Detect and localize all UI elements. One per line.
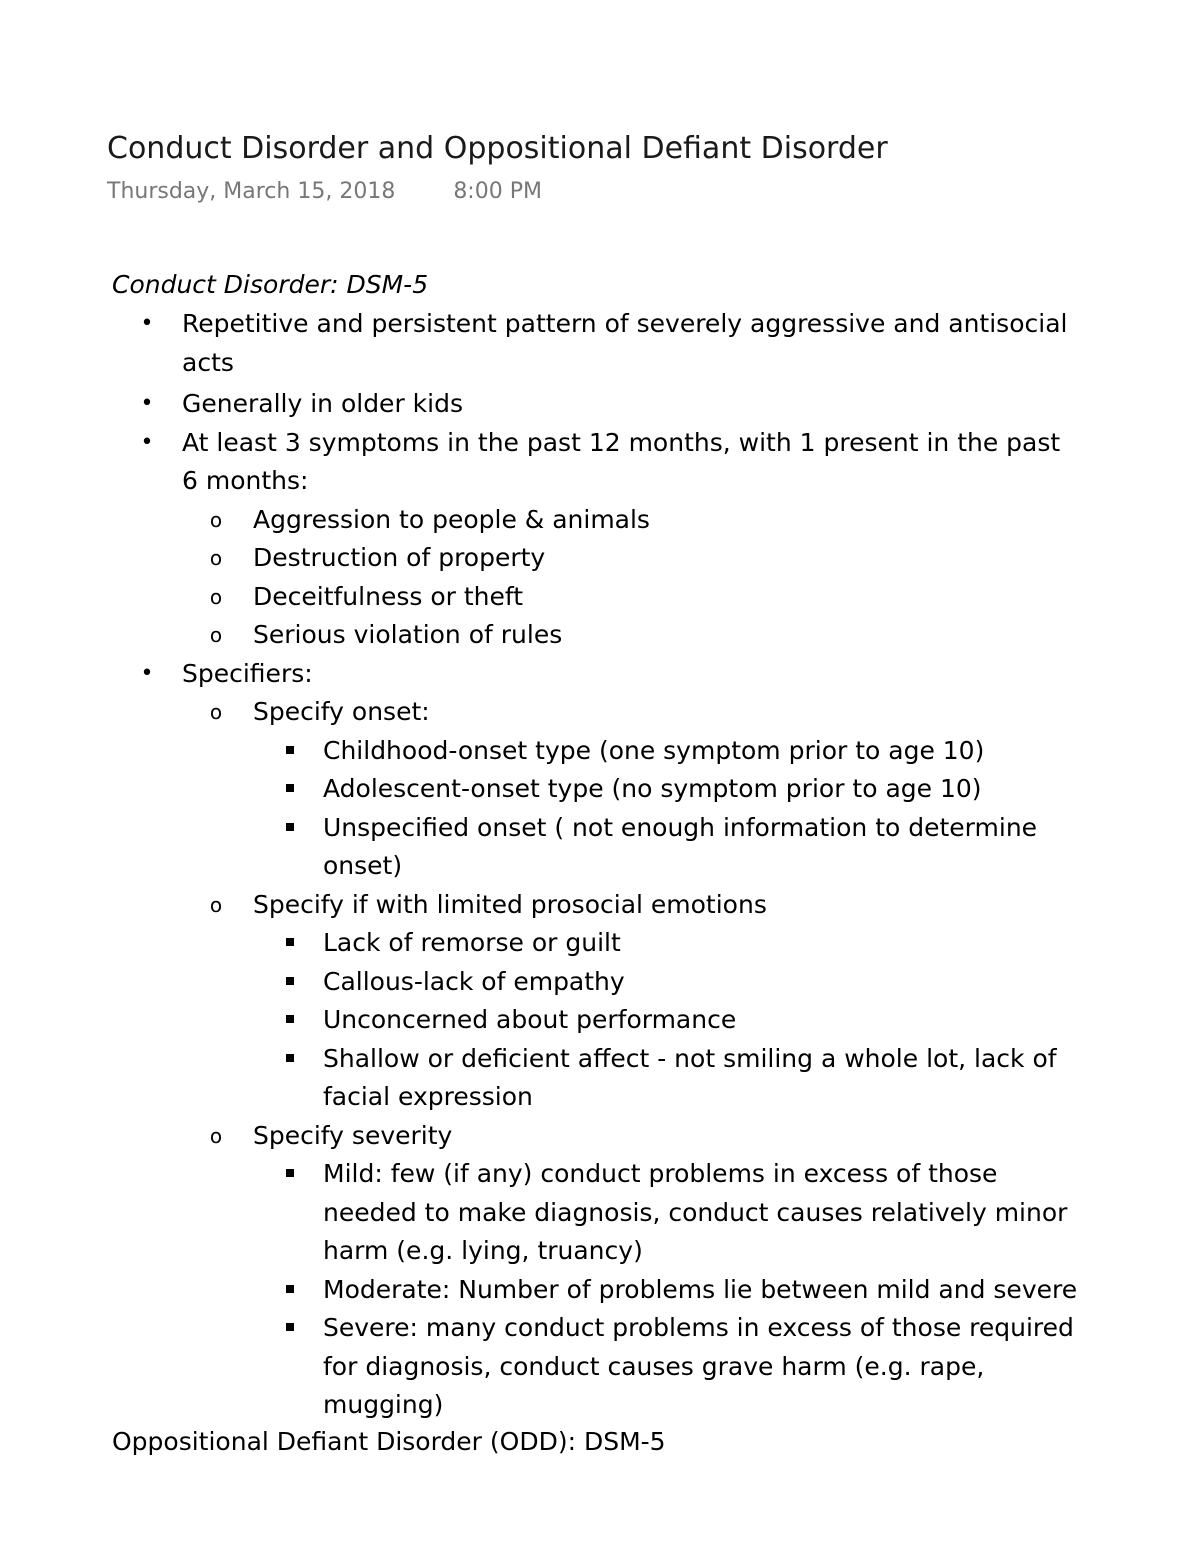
list-item-text: At least 3 symptoms in the past 12 months, with 1 present in the past 6 months:	[182, 427, 1061, 495]
list-item-text: Moderate: Number of problems lie between mild and severe	[323, 1274, 1078, 1304]
list-item	[0, 539, 1083, 578]
square-bullet-icon	[280, 924, 300, 963]
page-title: Conduct Disorder and Oppositional Defiant Disorder	[107, 131, 888, 166]
list-item	[0, 770, 1098, 809]
list-item-text: Aggression to people & animals	[253, 504, 650, 534]
list-item	[0, 693, 1083, 732]
bullet-marker: •	[140, 391, 154, 416]
list-item-text: Specify severity	[253, 1120, 453, 1150]
list-item	[0, 809, 1098, 886]
list-item	[0, 424, 1082, 501]
list-item	[0, 1001, 1098, 1040]
list-item-text: Lack of remorse or guilt	[323, 928, 621, 957]
bullet-marker: o	[209, 700, 223, 724]
list-item	[0, 385, 1082, 424]
list-item-text: Deceitfulness or theft	[253, 581, 524, 611]
square-bullet-icon	[280, 1309, 300, 1348]
list-item-text: Unspecified onset ( not enough information to determine onset)	[323, 812, 1038, 880]
list-item-text: Severe: many conduct problems in excess of those required for diagnosis, conduct causes grave harm (e.g. rape, mugging)	[323, 1313, 1074, 1419]
list-item	[0, 305, 1082, 382]
list-item	[0, 1117, 1083, 1156]
list-item-text: Childhood-onset type (one symptom prior to age 10)	[323, 735, 985, 765]
square-bullet-icon	[280, 1001, 300, 1040]
notes-body	[0, 305, 1200, 1425]
note-timestamp	[107, 176, 542, 208]
square-bullet-icon	[280, 1155, 300, 1194]
list-item-text: Mild: few (if any) conduct problems in excess of those needed to make diagnosis, conduct causes relatively minor harm (e.g. lying, truancy)	[323, 1159, 1068, 1265]
list-item	[0, 1271, 1098, 1310]
square-bullet-icon	[280, 732, 300, 771]
list-item	[0, 732, 1098, 771]
list-item-text: Specify if with limited prosocial emotions	[253, 889, 767, 919]
list-item	[0, 616, 1083, 655]
list-item-text: Generally in older kids	[182, 389, 463, 418]
list-item	[0, 578, 1083, 617]
page-cutoff-text	[112, 1424, 1112, 1456]
square-bullet-icon	[280, 1271, 300, 1310]
bullet-marker: o	[209, 892, 223, 917]
list-item	[0, 1040, 1098, 1117]
bullet-marker: o	[209, 584, 223, 609]
list-item-text: Callous-lack of empathy	[323, 966, 625, 996]
list-item-text: Specifiers:	[182, 658, 313, 688]
note-date: Thursday, March 15, 2018	[107, 179, 396, 204]
bullet-marker: •	[140, 660, 154, 686]
square-bullet-icon	[280, 963, 300, 1002]
bullet-marker: o	[209, 623, 223, 647]
list-item	[0, 1309, 1098, 1425]
bullet-marker: o	[209, 546, 223, 570]
square-bullet-icon	[280, 1040, 300, 1079]
list-item	[0, 501, 1083, 540]
cutoff-line: Oppositional Defiant Disorder (ODD): DSM-5	[112, 1427, 666, 1456]
note-time: 8:00 PM	[453, 179, 542, 204]
bullet-marker: •	[140, 311, 154, 336]
section-heading: Conduct Disorder: DSM-5	[112, 270, 429, 299]
bullet-marker: •	[140, 429, 154, 455]
list-item	[0, 924, 1098, 963]
bullet-marker: o	[209, 507, 223, 532]
list-item-text: Unconcerned about performance	[323, 1005, 737, 1034]
list-item-text: Repetitive and persistent pattern of severely aggressive and antisocial acts	[182, 309, 1068, 377]
list-item-text: Adolescent-onset type (no symptom prior to age 10)	[323, 774, 982, 803]
list-item	[0, 963, 1098, 1002]
list-item-text: Destruction of property	[253, 543, 546, 572]
list-item	[0, 886, 1083, 925]
list-item-text: Shallow or deficient affect - not smiling a whole lot, lack of facial expression	[323, 1043, 1057, 1111]
list-item	[0, 1155, 1098, 1271]
bullet-marker: o	[209, 1123, 223, 1148]
square-bullet-icon	[280, 809, 300, 848]
list-item-text: Specify onset:	[253, 697, 430, 726]
square-bullet-icon	[280, 770, 300, 809]
list-item-text: Serious violation of rules	[253, 620, 563, 649]
list-item	[0, 655, 1082, 694]
